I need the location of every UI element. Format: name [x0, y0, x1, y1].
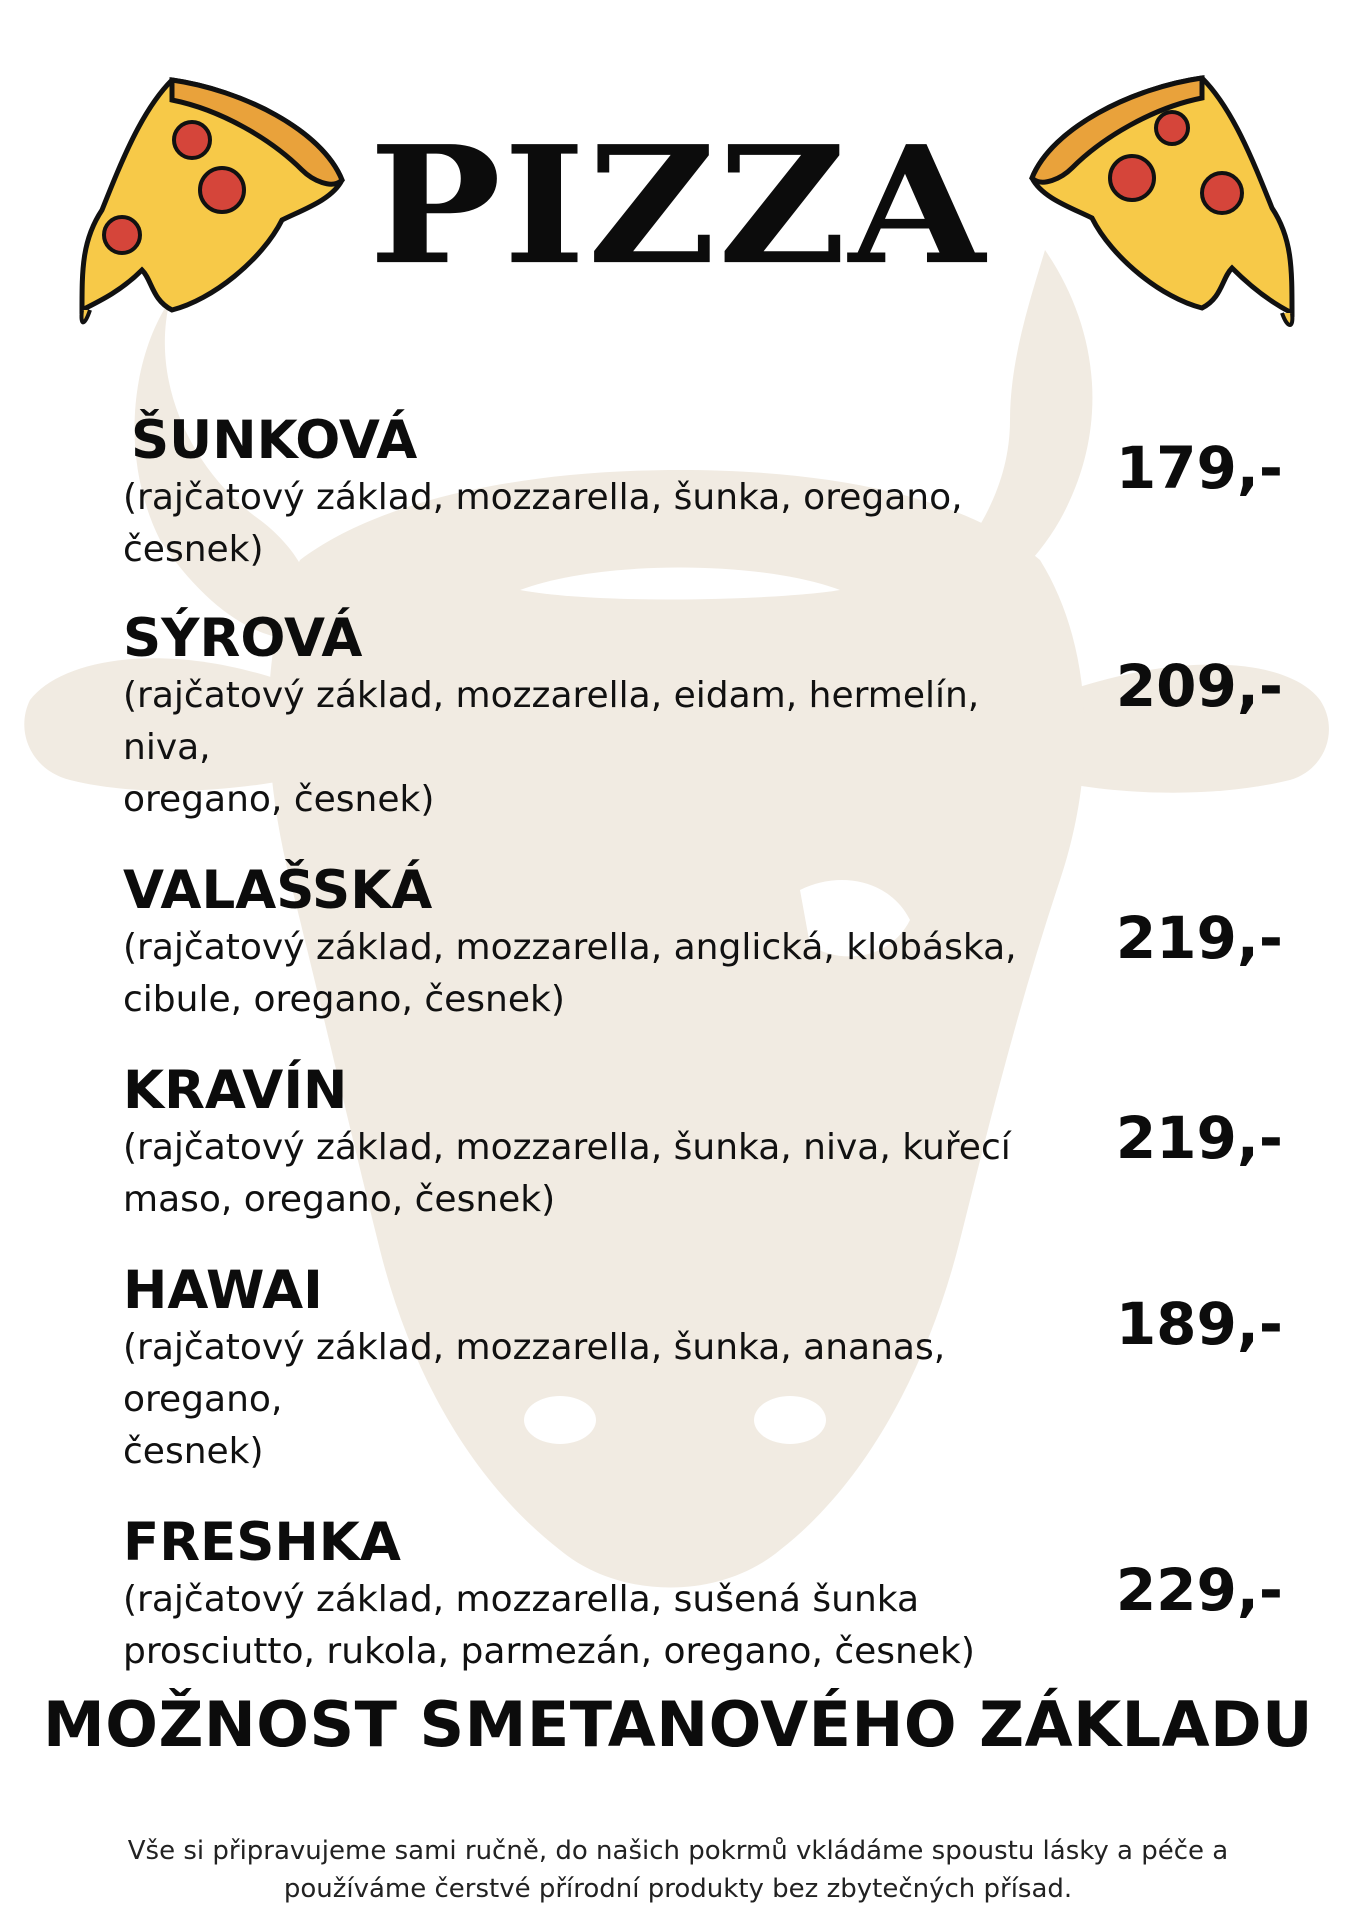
menu-item-price: 219,- — [1115, 1104, 1283, 1172]
menu-item-name: KRAVÍN — [123, 1060, 348, 1121]
menu-item-description-line: prosciutto, rukola, parmezán, oregano, česnek) — [123, 1631, 975, 1672]
menu-item — [123, 1512, 1283, 1678]
menu-item-description-line: maso, oregano, česnek) — [123, 1179, 556, 1220]
menu-item-description — [123, 1574, 1073, 1678]
menu-item — [123, 608, 1283, 826]
menu-item-description-line: (rajčatový základ, mozzarella, eidam, hermelín, niva, — [123, 675, 980, 768]
menu-item-description — [123, 670, 1073, 826]
menu-item-price: 179,- — [1115, 434, 1283, 502]
menu-item-description — [123, 1322, 1073, 1478]
menu-item-description-line: (rajčatový základ, mozzarella, šunka, ananas, oregano, — [123, 1327, 946, 1420]
menu-item-description-line: cibule, oregano, česnek) — [123, 979, 565, 1020]
menu-title: PIZZA — [368, 110, 988, 301]
menu-item-name: FRESHKA — [123, 1512, 401, 1573]
footer-note — [0, 1832, 1356, 1908]
menu-item-name: SÝROVÁ — [123, 608, 363, 669]
menu-item-description-line: (rajčatový základ, mozzarella, šunka, niva, kuřecí — [123, 1127, 1011, 1168]
menu-item — [123, 1060, 1283, 1226]
menu-item-description-line: (rajčatový základ, mozzarella, sušená šunka — [123, 1579, 920, 1620]
menu-item-description-line: (rajčatový základ, mozzarella, anglická, klobáska, — [123, 927, 1017, 968]
footer-note-line: používáme čerstvé přírodní produkty bez zbytečných přísad. — [283, 1874, 1073, 1904]
menu-item-description-line: česnek) — [123, 1431, 264, 1472]
menu-item-description — [123, 922, 1073, 1026]
menu-item-name: HAWAI — [123, 1260, 323, 1321]
menu-item-description-line: oregano, česnek) — [123, 779, 435, 820]
menu-item — [123, 1260, 1283, 1478]
menu-item — [123, 410, 1283, 576]
menu-item-price: 219,- — [1115, 904, 1283, 972]
menu-item-price: 209,- — [1115, 652, 1283, 720]
menu-item — [123, 860, 1283, 1026]
menu-item-price: 229,- — [1115, 1556, 1283, 1624]
menu-item-description-line: (rajčatový základ, mozzarella, šunka, oregano, česnek) — [123, 477, 963, 570]
menu-item-name: VALAŠSKÁ — [123, 860, 433, 921]
menu-item-name: ŠUNKOVÁ — [131, 410, 418, 471]
menu-item-description — [123, 472, 1073, 576]
cream-base-option-heading: MOŽNOST SMETANOVÉHO ZÁKLADU — [43, 1688, 1313, 1761]
footer-note-line: Vše si připravujeme sami ručně, do našich pokrmů vkládáme spoustu lásky a péče a — [127, 1836, 1229, 1866]
menu-item-price: 189,- — [1115, 1290, 1283, 1358]
menu-item-description — [123, 1122, 1073, 1226]
pizza-menu-list — [123, 410, 1283, 1678]
